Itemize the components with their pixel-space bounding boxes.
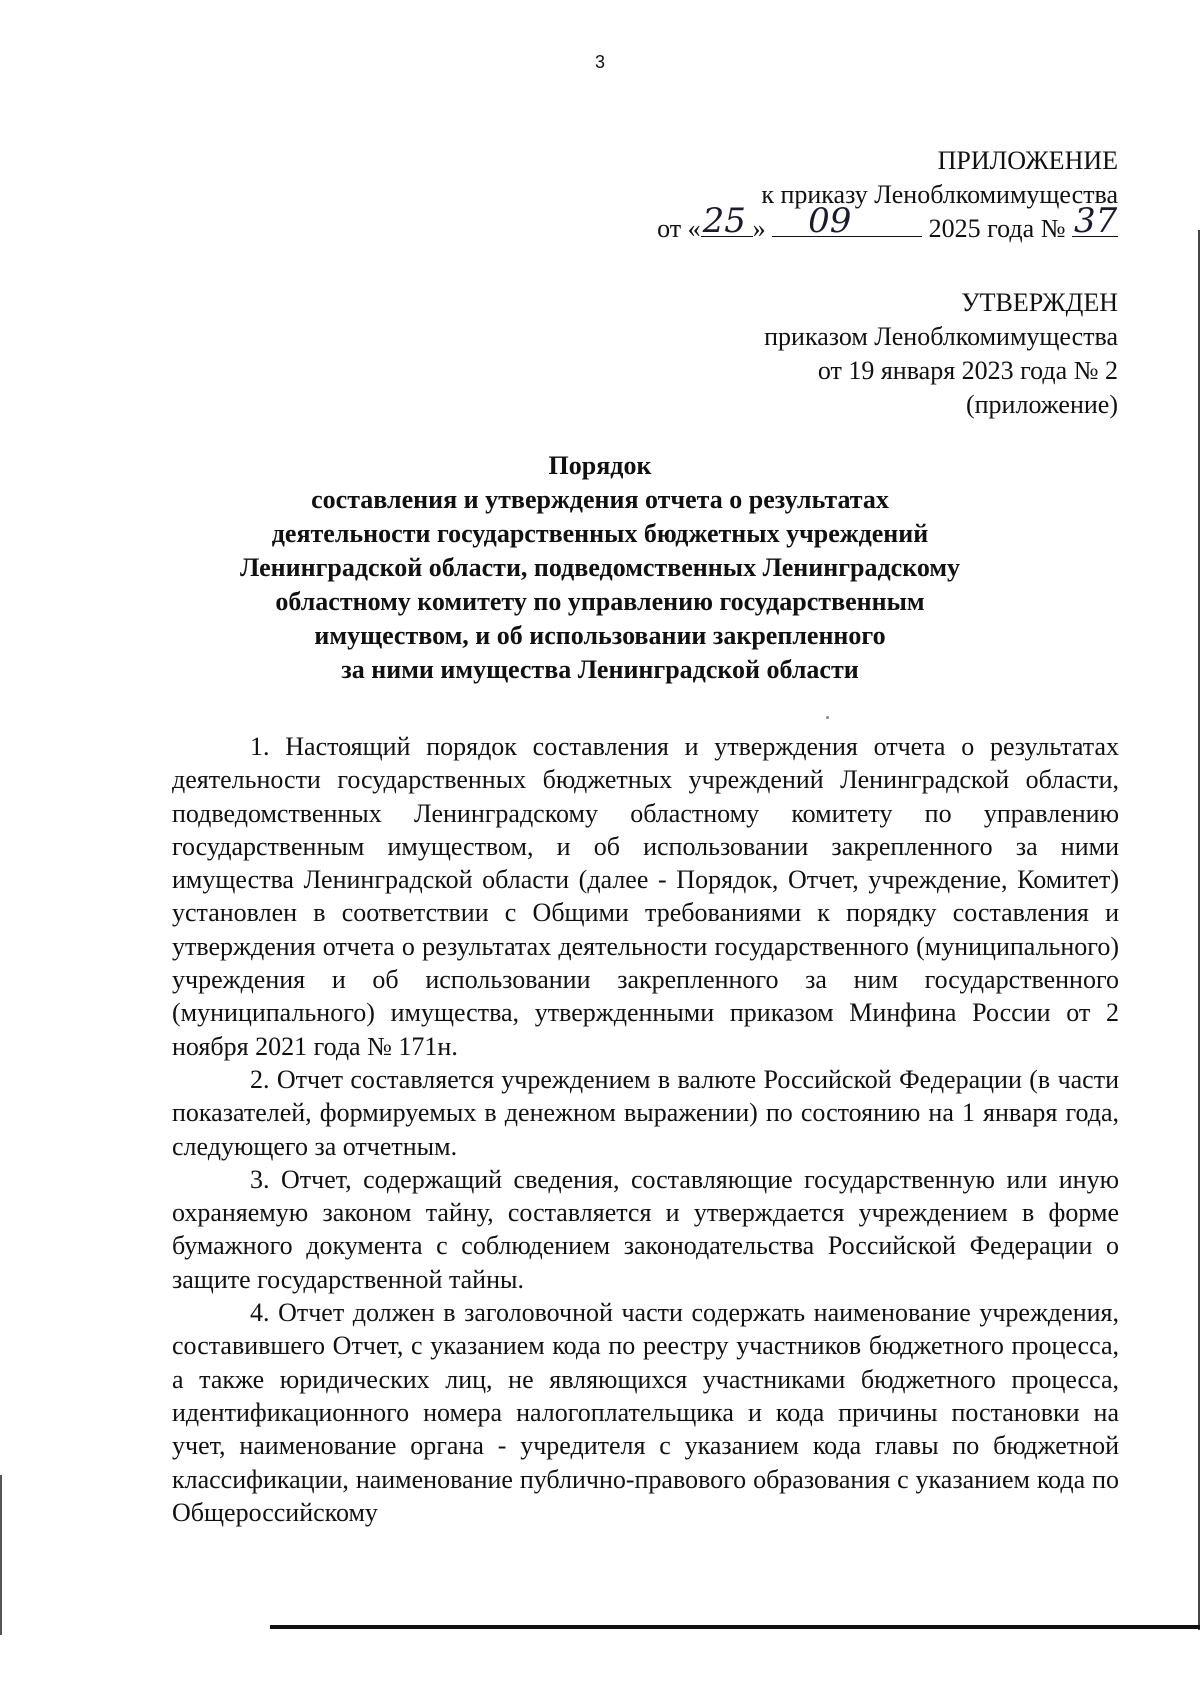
- paragraph-4: 4. Отчет должен в заголовочной части содержать наименование учреждения, составившего Отчет, с указанием кода по реестру участников бюджетного процесса, а также юридических лиц, не являющихся участниками бюджетного процесса, идентификационного номера налогоплательщика и кода причины постановки на учет, наименование органа - учредителя с указанием кода главы по бюджетной классификации, наименование публично-правового образования с указанием кода по Общероссийскому: [172, 1298, 1119, 1527]
- number-handwritten: 37: [1074, 201, 1118, 241]
- title-line3: деятельности государственных бюджетных учреждений: [271, 519, 929, 548]
- year-text: 2025 года №: [928, 214, 1066, 243]
- approved-block: [764, 286, 1118, 422]
- appendix-date-line: [657, 201, 1118, 246]
- title-line6: имуществом, и об использовании закрепленного: [314, 621, 886, 650]
- title-line1: Порядок: [548, 451, 652, 480]
- approved-line3: (приложение): [965, 390, 1118, 419]
- appendix-heading: ПРИЛОЖЕНИЕ: [937, 146, 1118, 175]
- scan-bottom-edge: [270, 1625, 1200, 1629]
- appendix-block: [657, 144, 1118, 246]
- approved-line2: от 19 января 2023 года № 2: [817, 356, 1118, 385]
- title-line4: Ленинградской области, подведомственных Ленинградскому: [239, 553, 961, 582]
- appendix-to-order: к приказу Леноблкомимущества: [761, 180, 1118, 209]
- approved-line1: приказом Леноблкомимущества: [764, 322, 1118, 351]
- scan-speck: [826, 716, 829, 719]
- number-blank: [1072, 201, 1118, 241]
- paragraph-3: 3. Отчет, содержащий сведения, составляющие государственную или иную охраняемую законом тайну, составляется и утверждается учреждением в форме бумажного документа с соблюдением законодательства Российской Федерации о защите государственной тайны.: [172, 1164, 1119, 1294]
- month-handwritten: 09: [808, 201, 852, 241]
- title-line7: за ними имущества Ленинградской области: [341, 655, 859, 684]
- quote-close: »: [752, 214, 766, 243]
- title-line5: областному комитету по управлению государственным: [275, 587, 925, 616]
- approved-heading: УТВЕРЖДЕН: [961, 288, 1118, 317]
- title-line2: составления и утверждения отчета о результатах: [311, 485, 889, 514]
- month-blank: [772, 201, 922, 241]
- day-handwritten: 25: [702, 201, 746, 241]
- date-prefix: от «: [657, 214, 701, 243]
- document-body: [172, 730, 1119, 1529]
- page-number: 3: [594, 52, 605, 72]
- paragraph-2: 2. Отчет составляется учреждением в валюте Российской Федерации (в части показателей, формируемых в денежном выражении) по состоянию на 1 января года, следующего за отчетным.: [172, 1064, 1119, 1161]
- scan-edge-left: [0, 1475, 2, 1635]
- day-blank: [701, 201, 753, 241]
- paragraph-1: 1. Настоящий порядок составления и утверждения отчета о результатах деятельности государственных бюджетных учреждений Ленинградской области, подведомственных Ленинградскому областному комитету по управлению государственным имуществом, и об использовании закрепленного за ними имущества Ленинградской области (далее - Порядок, Отчет, учреждение, Комитет) установлен в соответствии с Общими требованиями к порядку составления и утверждения отчета о результатах деятельности государственного (муниципального) учреждения и об использовании закрепленного за ним государственного (муниципального) имущества, утвержденными приказом Минфина России от 2 ноября 2021 года № 171н.: [172, 732, 1119, 1061]
- document-title: [170, 449, 1030, 687]
